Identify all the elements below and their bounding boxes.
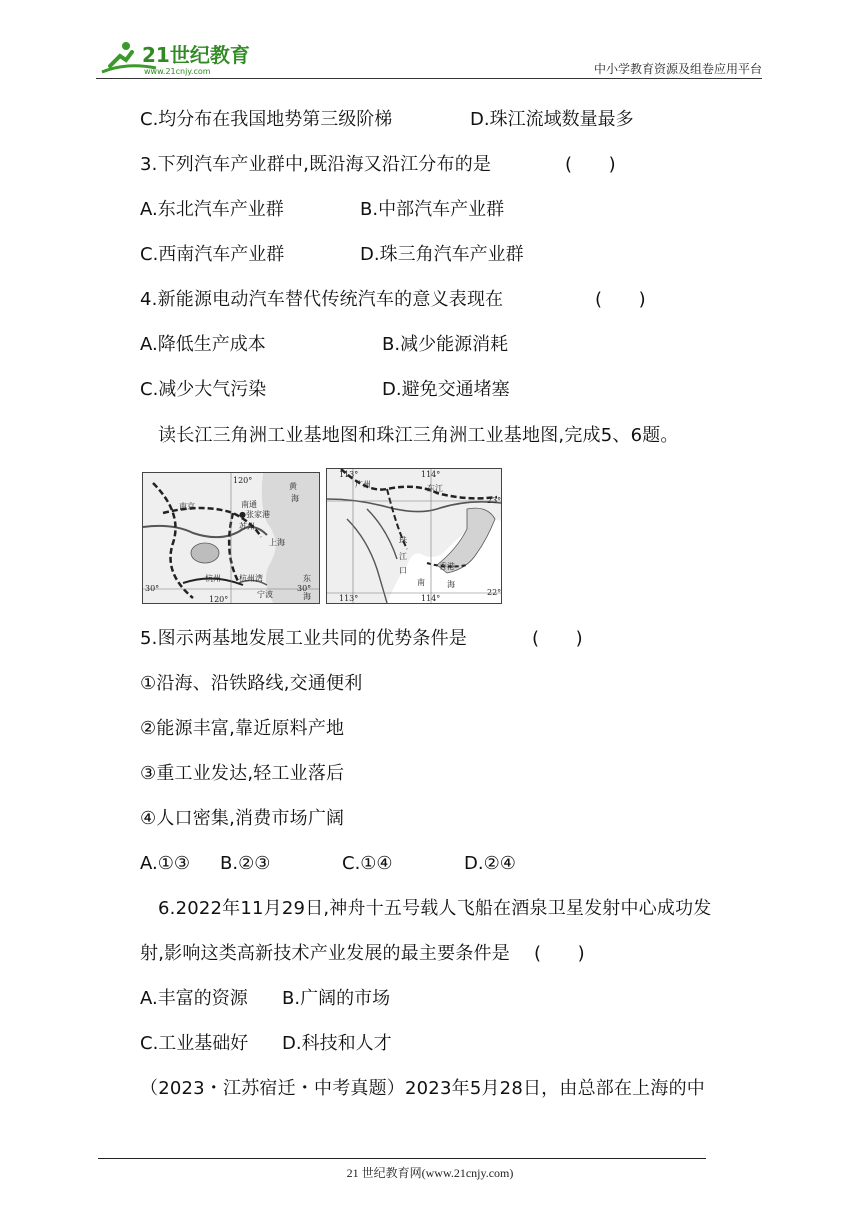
q5-stem: 5.图示两基地发展工业共同的优势条件是 xyxy=(140,628,467,649)
svg-text:22°: 22° xyxy=(487,588,501,597)
q3-stem: 3.下列汽车产业群中,既沿海又沿江分布的是 xyxy=(140,154,492,175)
svg-text:苏州: 苏州 xyxy=(239,522,255,531)
svg-text:海: 海 xyxy=(447,580,455,589)
svg-text:东: 东 xyxy=(303,574,311,583)
q6-answer-paren: ( ) xyxy=(534,943,585,964)
svg-text:江: 江 xyxy=(399,552,407,561)
svg-text:114°: 114° xyxy=(421,470,441,479)
svg-text:23°: 23° xyxy=(487,496,501,505)
site-tagline: 中小学教育资源及组卷应用平台 xyxy=(593,62,762,76)
q4-option-c: C.减少大气污染 xyxy=(140,379,267,400)
svg-text:杭州: 杭州 xyxy=(205,574,221,583)
footer-divider xyxy=(98,1158,706,1159)
q5-statement-1: ①沿海、沿铁路线,交通便利 xyxy=(140,673,363,694)
svg-text:宁波: 宁波 xyxy=(257,590,273,599)
q5-option-d: D.②④ xyxy=(464,853,516,874)
footer-text: 21 世纪教育网(www.21cnjy.com) xyxy=(346,1166,514,1180)
q5-statement-3: ③重工业发达,轻工业落后 xyxy=(140,763,345,784)
q4-option-d: D.避免交通堵塞 xyxy=(382,379,510,400)
q5-statement-4: ④人口密集,消费市场广阔 xyxy=(140,808,345,829)
svg-text:海: 海 xyxy=(303,592,311,601)
q3-option-d: D.珠三角汽车产业群 xyxy=(360,244,524,265)
q6-stem-line1: 6.2022年11月29日,神舟十五号载人飞船在酒泉卫星发射中心成功发 xyxy=(158,898,712,919)
svg-text:南通: 南通 xyxy=(241,500,257,509)
svg-text:黄: 黄 xyxy=(289,482,297,491)
q6-option-a: A.丰富的资源 xyxy=(140,988,248,1009)
svg-text:海: 海 xyxy=(291,494,299,503)
svg-text:南: 南 xyxy=(417,578,425,587)
svg-text:口: 口 xyxy=(399,566,407,575)
svg-text:●张家港: ●张家港 xyxy=(239,510,270,519)
q2-option-d: D.珠江流域数量最多 xyxy=(470,109,634,130)
q5-answer-paren: ( ) xyxy=(532,628,583,649)
q3-option-b: B.中部汽车产业群 xyxy=(360,199,505,220)
header-divider xyxy=(96,78,762,79)
svg-text:113°: 113° xyxy=(339,594,359,603)
svg-text:杭州湾: 杭州湾 xyxy=(239,574,263,583)
q5-option-b: B.②③ xyxy=(220,853,271,874)
q5-option-a: A.①③ xyxy=(140,853,190,874)
q4-option-a: A.降低生产成本 xyxy=(140,334,266,355)
q6-option-b: B.广阔的市场 xyxy=(282,988,391,1009)
q4-stem: 4.新能源电动汽车替代传统汽车的意义表现在 xyxy=(140,289,504,310)
q6-option-d: D.科技和人才 xyxy=(282,1033,392,1054)
svg-text:广州: 广州 xyxy=(355,480,371,489)
q3-option-a: A.东北汽车产业群 xyxy=(140,199,284,220)
q6-stem-line2: 射,影响这类高新技术产业发展的最主要条件是 xyxy=(140,943,510,964)
q5-option-c: C.①④ xyxy=(342,853,393,874)
yangtze-delta-map xyxy=(142,472,320,604)
svg-text:113°: 113° xyxy=(339,470,359,479)
pearl-delta-map xyxy=(326,468,502,604)
svg-text:30°: 30° xyxy=(297,584,312,593)
svg-text:www.21cnjy.com: www.21cnjy.com xyxy=(144,67,211,76)
q5-statement-2: ②能源丰富,靠近原料产地 xyxy=(140,718,345,739)
q3-answer-paren: ( ) xyxy=(565,154,616,175)
svg-text:21世纪教育: 21世纪教育 xyxy=(142,43,250,67)
page-header xyxy=(96,36,762,80)
q4-answer-paren: ( ) xyxy=(595,289,646,310)
q6-option-c: C.工业基础好 xyxy=(140,1033,249,1054)
logo xyxy=(96,36,266,80)
q2-option-c: C.均分布在我国地势第三级阶梯 xyxy=(140,109,393,130)
svg-text:30°: 30° xyxy=(145,584,160,593)
svg-text:上海: 上海 xyxy=(269,538,285,547)
svg-text:东江: 东江 xyxy=(427,484,443,493)
q3-option-c: C.西南汽车产业群 xyxy=(140,244,285,265)
source-line: （2023・江苏宿迁・中考真题）2023年5月28日，由总部在上海的中 xyxy=(140,1078,705,1099)
q5-6-intro: 读长江三角洲工业基地图和珠江三角洲工业基地图,完成5、6题。 xyxy=(158,425,679,446)
q4-option-b: B.减少能源消耗 xyxy=(382,334,509,355)
svg-text:珠: 珠 xyxy=(399,536,407,545)
svg-text:120°: 120° xyxy=(209,595,229,603)
svg-text:114°: 114° xyxy=(421,594,441,603)
svg-text:香港: 香港 xyxy=(439,562,455,571)
svg-text:南京: 南京 xyxy=(179,502,195,511)
svg-text:120°: 120° xyxy=(233,476,253,485)
